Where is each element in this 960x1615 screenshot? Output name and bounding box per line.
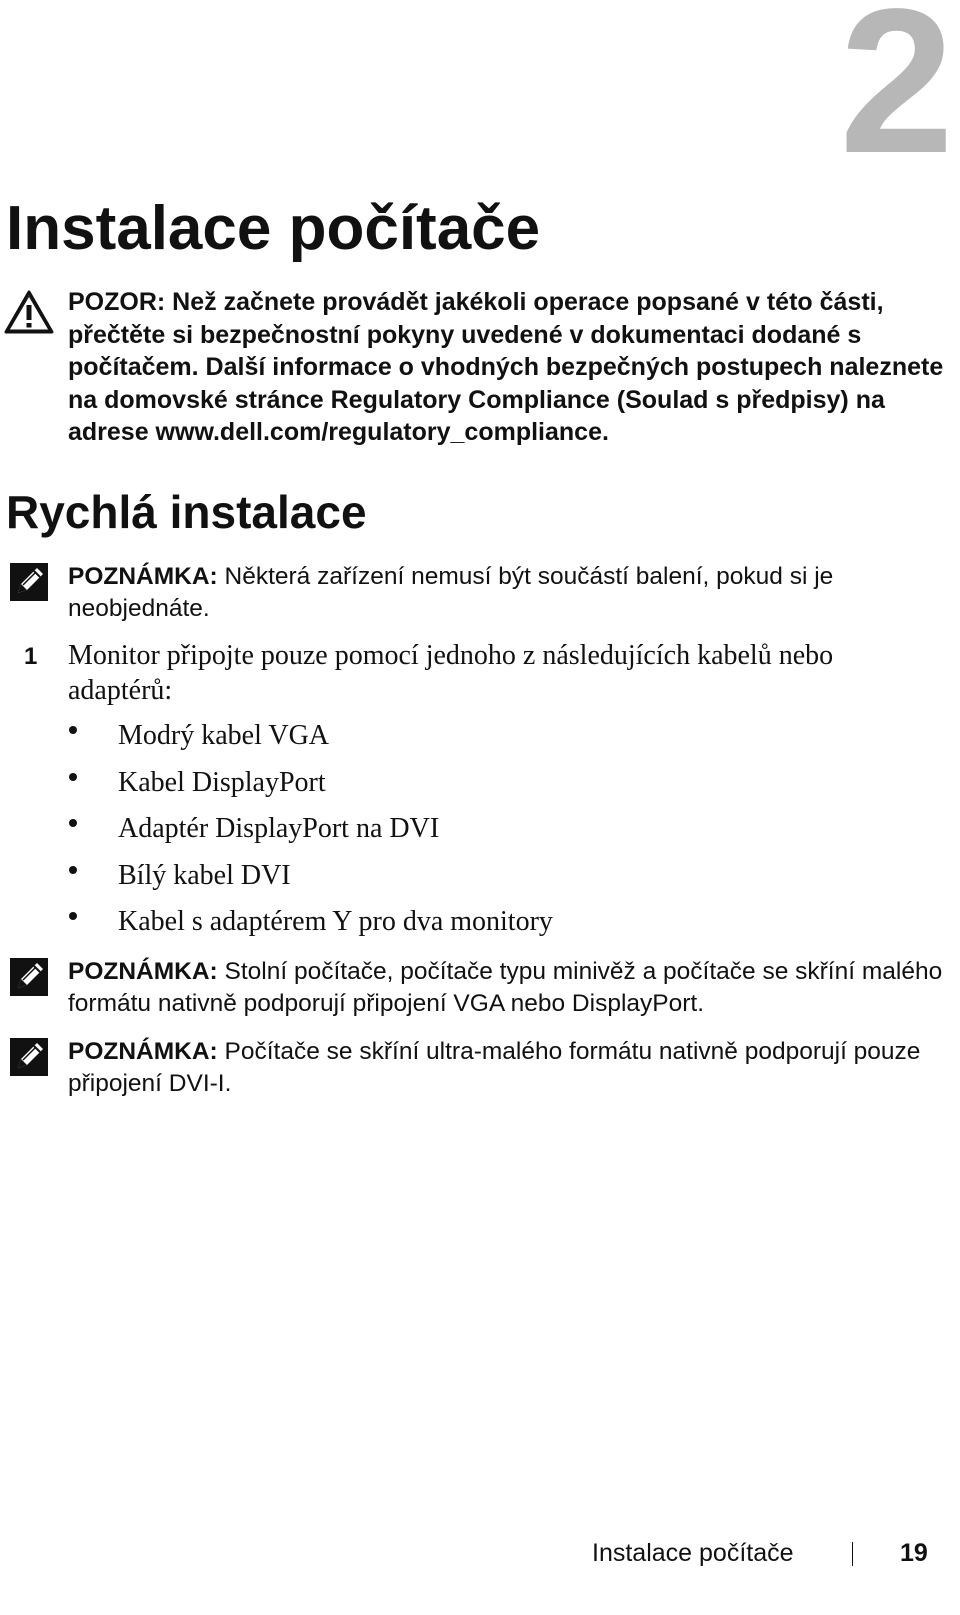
list-item [0,856,900,896]
list-item [0,716,900,756]
step-text: Monitor připojte pouze pomocí jednoho z následujících kabelů nebo adaptérů: [68,640,834,706]
list-item-text: Modrý kabel VGA [118,720,330,751]
list-item [0,902,900,942]
bullet-icon [69,726,77,734]
list-item [0,763,900,803]
section-heading: Rychlá instalace [6,486,367,538]
list-item-text: Kabel DisplayPort [118,767,326,798]
page-number: 19 [900,1539,928,1567]
note-text [68,1036,948,1100]
list-item-text: Adaptér DisplayPort na DVI [118,813,440,844]
chapter-number: 2 [839,0,954,196]
bullet-icon [69,819,77,827]
caution-text: POZOR: Než začnete provádět jakékoli operace popsané v této části, přečtěte si bezpečnostní pokyny uvedené v dokumentaci dodané s počítačem. Další informace o vhodných bezpečných postupech naleznete na domovské stránce Regulatory Compliance (Soulad s předpisy) na adrese www.dell.com/regulatory_compliance. [68,288,944,446]
note-body: Počítače se skříní ultra-malého formátu nativně podporují pouze připojení DVI-I. [68,1038,921,1097]
footer-divider [852,1542,853,1566]
note-body: Některá zařízení nemusí být součástí balení, pokud si je neobjednáte. [68,563,834,622]
note-pencil-icon [10,563,48,601]
note-pencil-icon [10,1038,48,1076]
warning-triangle-icon [4,290,54,334]
list-item-text: Kabel s adaptérem Y pro dva monitory [118,906,553,937]
footer-section-title: Instalace počítače [592,1539,794,1567]
step-number: 1 [24,643,38,670]
note-body: Stolní počítače, počítače typu minivěž a počítače se skříní malého formátu nativně podporují připojení VGA nebo DisplayPort. [68,958,943,1017]
note-label: POZNÁMKA: [68,958,218,985]
page-title: Instalace počítače [6,194,541,263]
bullet-icon [69,866,77,874]
list-item [0,809,900,849]
note-label: POZNÁMKA: [68,1038,218,1065]
note-pencil-icon [10,958,48,996]
bullet-icon [69,773,77,781]
note-text [68,956,948,1020]
bullet-icon [69,912,77,920]
note-label: POZNÁMKA: [68,563,218,590]
list-item-text: Bílý kabel DVI [118,860,291,891]
note-text [68,561,948,625]
